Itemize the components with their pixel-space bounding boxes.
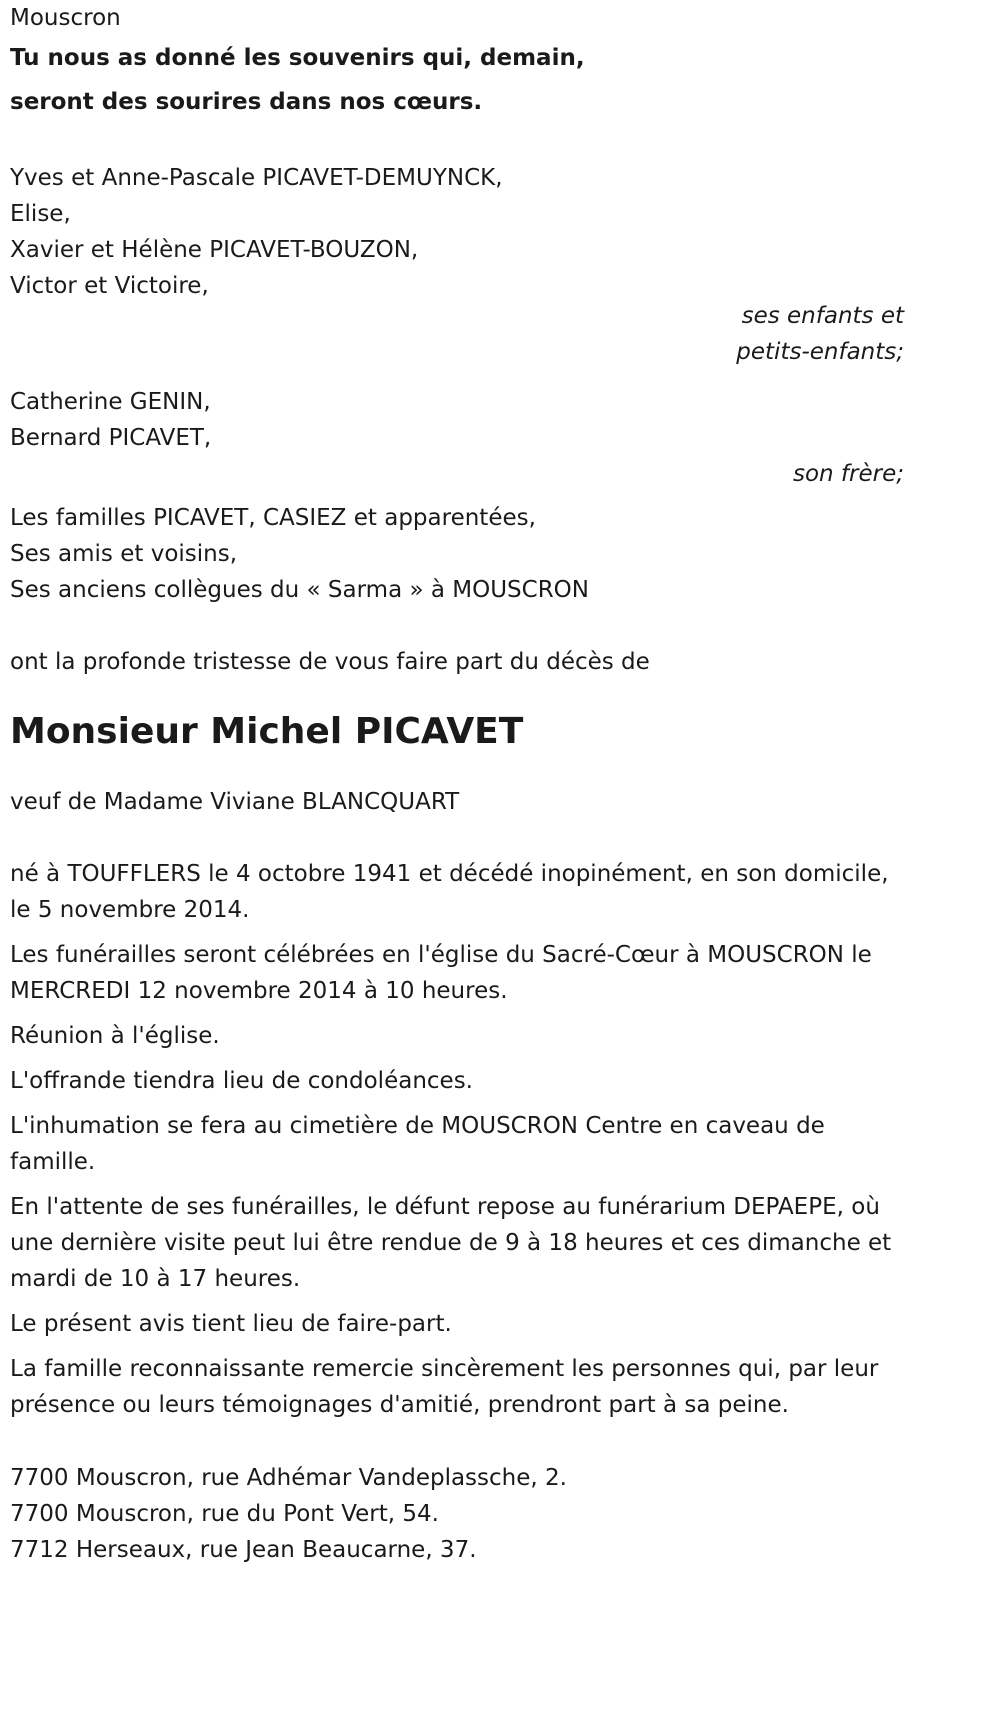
detail-paragraph: L'inhumation se fera au cimetière de MOUSCRON Centre en caveau de famille. [10,1113,825,1175]
motto-line-2: seront des sourires dans nos cœurs. [10,89,483,115]
relation-label: ses enfants et [741,303,904,329]
relation-label: son frère; [792,461,904,487]
family-name-line: Yves et Anne-Pascale PICAVET-DEMUYNCK, [10,165,503,191]
address-line: 7700 Mouscron, rue Adhémar Vandeplassche, 2. [10,1465,567,1491]
family-name-line: Xavier et Hélène PICAVET-BOUZON, [10,237,419,263]
family-name-line: Les familles PICAVET, CASIEZ et apparentées, [10,505,536,531]
detail-paragraph: Le présent avis tient lieu de faire-part. [10,1311,452,1337]
motto-line-1: Tu nous as donné les souvenirs qui, demain, [10,45,585,71]
obituary-notice [10,0,904,1568]
detail-paragraph: En l'attente de ses funérailles, le défunt repose au funérarium DEPAEPE, où une dernière visite peut lui être rendue de 9 à 18 heures et ces dimanche et mardi de 10 à 17 heures. [10,1194,892,1292]
family-group-siblings [10,384,904,492]
details-section [10,856,904,1423]
family-name-line: Ses amis et voisins, [10,541,238,567]
family-name-line: Victor et Victoire, [10,273,209,299]
family-name-line: Ses anciens collègues du « Sarma » à MOUSCRON [10,577,589,603]
detail-paragraph: L'offrande tiendra lieu de condoléances. [10,1068,473,1094]
family-name-line: Elise, [10,201,71,227]
announcement-text: ont la profonde tristesse de vous faire part du décès de [10,649,650,675]
widower-line: veuf de Madame Viviane BLANCQUART [10,789,460,815]
relation-label: petits-enfants; [736,339,904,365]
detail-paragraph: Les funérailles seront célébrées en l'église du Sacré-Cœur à MOUSCRON le MERCREDI 12 novembre 2014 à 10 heures. [10,942,872,1004]
deceased-name: Monsieur Michel PICAVET [10,711,524,752]
family-name-line: Catherine GENIN, [10,389,211,415]
family-group-children [10,160,904,370]
address-list [10,1460,904,1568]
family-group-others [10,500,904,608]
family-name-line: Bernard PICAVET, [10,425,212,451]
detail-paragraph: Réunion à l'église. [10,1023,220,1049]
city-label: Mouscron [10,5,121,31]
address-line: 7712 Herseaux, rue Jean Beaucarne, 37. [10,1537,477,1563]
detail-paragraph: La famille reconnaissante remercie sincèrement les personnes qui, par leur présence ou leurs témoignages d'amitié, prendront part à sa peine. [10,1356,879,1418]
detail-paragraph: né à TOUFFLERS le 4 octobre 1941 et décédé inopinément, en son domicile, le 5 novembre 2014. [10,861,889,923]
address-line: 7700 Mouscron, rue du Pont Vert, 54. [10,1501,439,1527]
